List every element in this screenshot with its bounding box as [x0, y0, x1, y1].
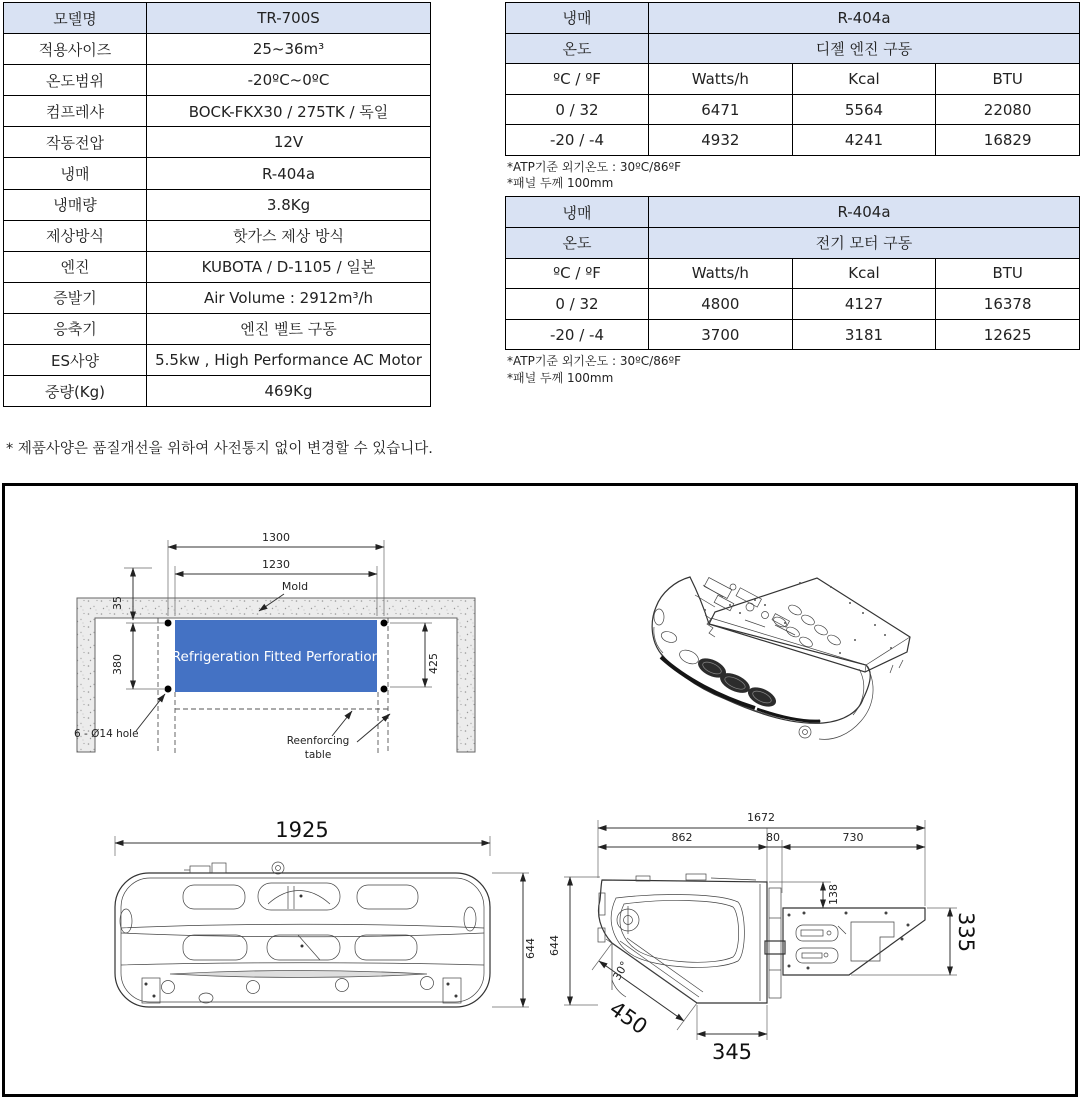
dim-outer-width: 1300: [262, 531, 290, 544]
table-row: [4, 189, 431, 220]
front-opening: [183, 885, 245, 909]
refrigerant-label: 냉매: [506, 3, 649, 34]
dim-front-width: 1925: [275, 818, 329, 842]
table-row: [4, 251, 431, 282]
note-line: *ATP기준 외기온도 : 30ºC/86ºF: [507, 354, 682, 369]
dim-right-height: 425: [427, 653, 440, 674]
mount-hole: [165, 686, 172, 693]
spec-label: 응축기: [4, 313, 147, 344]
front-opening: [355, 935, 417, 960]
cell: 16829: [936, 125, 1080, 156]
refrigerant-label: 냉매: [506, 197, 649, 228]
spec-value: 3.8Kg: [147, 189, 431, 220]
front-opening: [267, 935, 340, 960]
spec-label: 적용사이즈: [4, 34, 147, 65]
table-row: [506, 64, 1080, 95]
reenforcing-label-2: table: [304, 749, 332, 761]
end-oval: [120, 909, 132, 933]
spec-value: KUBOTA / D-1105 / 일본: [147, 251, 431, 282]
table-row: [4, 158, 431, 189]
spec-label: 증발기: [4, 282, 147, 313]
side-view-drawing: [546, 798, 1066, 1088]
spec-label: 작동전압: [4, 127, 147, 158]
installation-cutout-diagram: [60, 520, 500, 782]
table-notes: [507, 353, 1080, 385]
cell: 16378: [936, 289, 1080, 320]
table-row: [4, 65, 431, 96]
front-opening: [183, 935, 247, 960]
table-row: [4, 313, 431, 344]
spec-value: 엔진 벨트 구동: [147, 313, 431, 344]
iso-lamp-oval: [677, 647, 700, 666]
table-row: [506, 125, 1080, 156]
performance-table-diesel: [505, 2, 1080, 156]
table-row: [4, 127, 431, 158]
top-latch: [184, 863, 226, 873]
col-header: Watts/h: [649, 258, 793, 289]
dim-front-section: 862: [671, 831, 693, 844]
table-row: [506, 33, 1080, 64]
dim-angle: 30°: [610, 959, 632, 983]
isometric-view-drawing: [645, 565, 925, 770]
front-opening: [357, 885, 418, 909]
cell: -20 / -4: [506, 125, 649, 156]
cell: 4800: [649, 289, 793, 320]
table-row: [506, 197, 1080, 228]
table-row: [4, 220, 431, 251]
col-header: ºC / ºF: [506, 64, 649, 95]
spec-table: [3, 2, 431, 407]
dim-left-height: 380: [111, 654, 124, 675]
rear-plate: [783, 908, 925, 975]
front-opening: [258, 883, 340, 910]
spec-label: 중량(Kg): [4, 376, 147, 407]
side-body-outline: [599, 880, 768, 1003]
plate-details: [796, 922, 894, 963]
spec-label: 냉매량: [4, 189, 147, 220]
iso-cap-detail: [799, 726, 811, 738]
drive-mode: 디젤 엔진 구동: [649, 33, 1080, 64]
hole-label: 6 - Ø14 hole: [74, 728, 139, 740]
table-notes: [507, 159, 1080, 191]
corner-brackets: [142, 978, 461, 1003]
table-row: [4, 345, 431, 376]
dim-plate-height: 335: [954, 912, 978, 953]
spec-label: 모델명: [4, 3, 147, 34]
dim-bottom: 345: [711, 1040, 753, 1064]
reenforcing-label: Reenforcing: [286, 735, 350, 747]
spec-label: 제상방식: [4, 220, 147, 251]
spec-footnote: * 제품사양은 품질개선을 위하여 사전통지 없이 변경할 수 있습니다.: [6, 441, 433, 457]
spec-value: BOCK-FKX30 / 275TK / 독일: [147, 96, 431, 127]
connector-latch: [765, 941, 785, 954]
dim-front-height: 644: [524, 938, 537, 959]
cell: 5564: [792, 94, 936, 125]
bottom-fasteners: [162, 977, 434, 1004]
table-row: [506, 94, 1080, 125]
perforation-label: Refrigeration Fitted Perforation: [171, 649, 381, 665]
refrigerant-value: R-404a: [649, 197, 1080, 228]
table-row: [506, 3, 1080, 34]
table-row: [4, 282, 431, 313]
cell: 22080: [936, 94, 1080, 125]
spec-value: -20ºC~0ºC: [147, 65, 431, 96]
col-header: Kcal: [792, 258, 936, 289]
performance-table-electric: [505, 196, 1080, 350]
front-view-drawing: [88, 816, 543, 1048]
spec-label: 온도범위: [4, 65, 147, 96]
spec-value: Air Volume : 2912m³/h: [147, 282, 431, 313]
cell: 3181: [792, 319, 936, 350]
col-header: BTU: [936, 64, 1080, 95]
temp-label: 온도: [506, 33, 649, 64]
cell: 4127: [792, 289, 936, 320]
spec-label: 냉매: [4, 158, 147, 189]
dim-gap-section: 80: [766, 831, 780, 844]
cell: 3700: [649, 319, 793, 350]
mold-label: Mold: [281, 580, 309, 593]
cell: 4241: [792, 125, 936, 156]
panel-vent-ovals: [772, 603, 842, 649]
bottom-slot: [170, 971, 427, 978]
mount-hole: [165, 620, 172, 627]
table-row: [506, 227, 1080, 258]
col-header: Kcal: [792, 64, 936, 95]
spec-value: TR-700S: [147, 3, 431, 34]
cell: -20 / -4: [506, 319, 649, 350]
note-line: *패널 두께 100mm: [507, 176, 614, 191]
note-line: *ATP기준 외기온도 : 30ºC/86ºF: [507, 159, 682, 174]
dim-inner-width: 1230: [262, 558, 290, 571]
dim-drop: 138: [827, 884, 840, 905]
table-row: [506, 289, 1080, 320]
mount-hole: [381, 620, 388, 627]
cell: 4932: [649, 125, 793, 156]
table-row: [4, 376, 431, 407]
spec-value: R-404a: [147, 158, 431, 189]
spec-value: 469Kg: [147, 376, 431, 407]
spec-value: 5.5kw , High Performance AC Motor: [147, 345, 431, 376]
technical-drawings-panel: [2, 483, 1078, 1097]
performance-section: [505, 2, 1080, 391]
connector-column: [769, 888, 781, 998]
col-header: ºC / ºF: [506, 258, 649, 289]
mount-hole: [381, 686, 388, 693]
plate-rivets: [788, 912, 910, 970]
dim-total-length: 1672: [747, 811, 775, 824]
cell: 6471: [649, 94, 793, 125]
spec-label: ES사양: [4, 345, 147, 376]
table-row: [506, 258, 1080, 289]
cell: 12625: [936, 319, 1080, 350]
table-row: [506, 319, 1080, 350]
temp-label: 온도: [506, 227, 649, 258]
dim-side-height: 644: [548, 935, 561, 956]
dim-slant: 450: [605, 996, 652, 1040]
spec-value: 12V: [147, 127, 431, 158]
dim-rear-section: 730: [842, 831, 864, 844]
spec-value: 핫가스 제상 방식: [147, 220, 431, 251]
col-header: BTU: [936, 258, 1080, 289]
spec-label: 엔진: [4, 251, 147, 282]
refrigerant-value: R-404a: [649, 3, 1080, 34]
spec-label: 컴프레샤: [4, 96, 147, 127]
table-row: [4, 3, 431, 34]
iso-machinery: [695, 577, 903, 673]
spec-value: 25~36m³: [147, 34, 431, 65]
note-line: *패널 두께 100mm: [507, 370, 614, 385]
top-hook: [272, 862, 284, 874]
cell: 0 / 32: [506, 94, 649, 125]
col-header: Watts/h: [649, 64, 793, 95]
table-row: [4, 96, 431, 127]
dim-offset: 35: [111, 596, 124, 610]
cell: 0 / 32: [506, 289, 649, 320]
drive-mode: 전기 모터 구동: [649, 227, 1080, 258]
table-row: [4, 34, 431, 65]
